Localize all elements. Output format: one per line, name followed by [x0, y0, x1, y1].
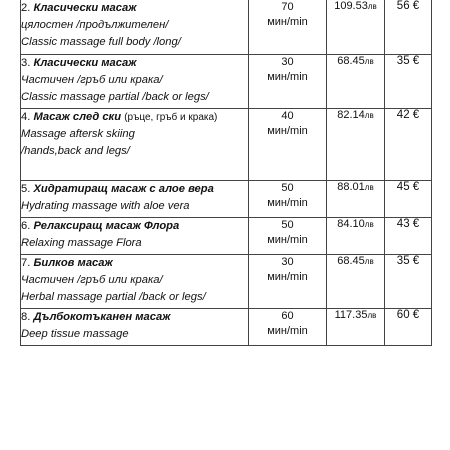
price-eur-cell: 35 €: [385, 55, 432, 109]
massage-name-en: Massage aftersk skiing: [21, 128, 135, 140]
massage-title-note: (ръце, гръб и крака): [124, 112, 218, 123]
massage-subtitle-bg: цялостен /продължителен/: [21, 19, 169, 31]
price-lev-cell: [327, 0, 385, 55]
table-row: [21, 309, 432, 346]
duration-cell: [249, 255, 327, 309]
massage-number: 8.: [21, 311, 31, 323]
massage-description-cell: [21, 218, 249, 255]
price-lev-value: 84.10: [337, 218, 365, 230]
massage-description-cell: [21, 109, 249, 181]
duration-cell: [249, 55, 327, 109]
price-eur-cell: 43 €: [385, 218, 432, 255]
price-lev-value: 109.53: [334, 0, 368, 12]
massage-description-cell: [21, 309, 249, 346]
duration-value: 60: [281, 310, 294, 322]
duration-cell: [249, 218, 327, 255]
price-lev-value: 117.35: [334, 309, 368, 321]
duration-unit: мин/min: [267, 325, 308, 337]
duration-value: 40: [281, 110, 294, 122]
price-lev-value: 82.14: [337, 109, 365, 121]
price-lev-currency: лв: [364, 57, 374, 66]
duration-value: 50: [281, 182, 294, 194]
duration-value: 70: [281, 1, 294, 13]
duration-unit: мин/min: [267, 271, 308, 283]
duration-value: 30: [281, 256, 294, 268]
massage-number: 2.: [21, 2, 31, 14]
massage-description-cell: [21, 0, 249, 55]
table-row: [21, 55, 432, 109]
price-lev-cell: [327, 218, 385, 255]
massage-title-bg: Масаж след ски: [33, 111, 122, 123]
massage-number: 4.: [21, 111, 31, 123]
price-lev-value: 88.01: [337, 181, 365, 193]
price-lev-currency: лв: [367, 311, 377, 320]
price-eur-cell: 45 €: [385, 181, 432, 218]
duration-cell: [249, 309, 327, 346]
duration-value: 50: [281, 219, 294, 231]
massage-description-cell: [21, 55, 249, 109]
table-row: [21, 218, 432, 255]
price-lev-currency: лв: [364, 111, 374, 120]
price-lev-currency: лв: [364, 183, 374, 192]
duration-value: 30: [281, 56, 294, 68]
massage-number: 3.: [21, 57, 31, 69]
duration-unit: мин/min: [267, 16, 308, 28]
massage-title-bg: Класически масаж: [33, 2, 137, 14]
massage-title-bg: Релаксиращ масаж Флора: [33, 220, 180, 232]
table-row: [21, 0, 432, 55]
massage-name-en: Relaxing massage Flora: [21, 237, 142, 249]
table-row: [21, 255, 432, 309]
massage-title-line: [21, 55, 248, 72]
price-eur-cell: 56 €: [385, 0, 432, 55]
massage-name-en: Classic massage partial /back or legs/: [21, 91, 209, 103]
massage-title-bg: Класически масаж: [33, 57, 137, 69]
massage-title-line: [21, 255, 248, 272]
massage-price-table: [20, 0, 432, 346]
duration-unit: мин/min: [267, 197, 308, 209]
duration-unit: мин/min: [267, 234, 308, 246]
massage-subtitle-bg: Частичен /гръб или крака/: [21, 74, 163, 86]
duration-cell: [249, 109, 327, 181]
price-lev-cell: [327, 255, 385, 309]
massage-name-en: Deep tissue massage: [21, 328, 129, 340]
massage-description-cell: [21, 255, 249, 309]
price-eur-cell: 35 €: [385, 255, 432, 309]
massage-description-cell: [21, 181, 249, 218]
massage-title-line: [21, 0, 248, 17]
price-lev-cell: [327, 181, 385, 218]
massage-title-line: [21, 218, 248, 235]
price-lev-cell: [327, 109, 385, 181]
massage-name-en: Herbal massage partial /back or legs/: [21, 291, 206, 303]
price-lev-currency: лв: [364, 220, 374, 229]
massage-name-en: /hands,back and legs/: [21, 145, 130, 157]
price-eur-cell: 60 €: [385, 309, 432, 346]
price-lev-currency: лв: [364, 257, 374, 266]
duration-cell: [249, 181, 327, 218]
price-lev-value: 68.45: [337, 55, 365, 67]
massage-title-bg: Хидратиращ масаж с алое вера: [33, 183, 214, 195]
massage-title-line: [21, 309, 248, 326]
massage-title-line: [21, 109, 248, 126]
price-lev-cell: [327, 309, 385, 346]
massage-name-en: Classic massage full body /long/: [21, 36, 181, 48]
table-row: [21, 181, 432, 218]
price-lev-cell: [327, 55, 385, 109]
massage-title-line: [21, 181, 248, 198]
massage-number: 5.: [21, 183, 31, 195]
table-row: [21, 109, 432, 181]
massage-number: 7.: [21, 257, 31, 269]
price-lev-currency: лв: [367, 2, 377, 11]
duration-cell: [249, 0, 327, 55]
duration-unit: мин/min: [267, 71, 308, 83]
duration-unit: мин/min: [267, 125, 308, 137]
price-eur-cell: 42 €: [385, 109, 432, 181]
massage-name-en: Hydrating massage with aloe vera: [21, 200, 190, 212]
massage-title-bg: Билков масаж: [33, 257, 113, 269]
massage-subtitle-bg: Частичен /гръб или крака/: [21, 274, 163, 286]
price-table-body: [21, 0, 432, 346]
massage-title-bg: Дълбокотъканен масаж: [33, 311, 171, 323]
price-lev-value: 68.45: [337, 255, 365, 267]
massage-number: 6.: [21, 220, 31, 232]
